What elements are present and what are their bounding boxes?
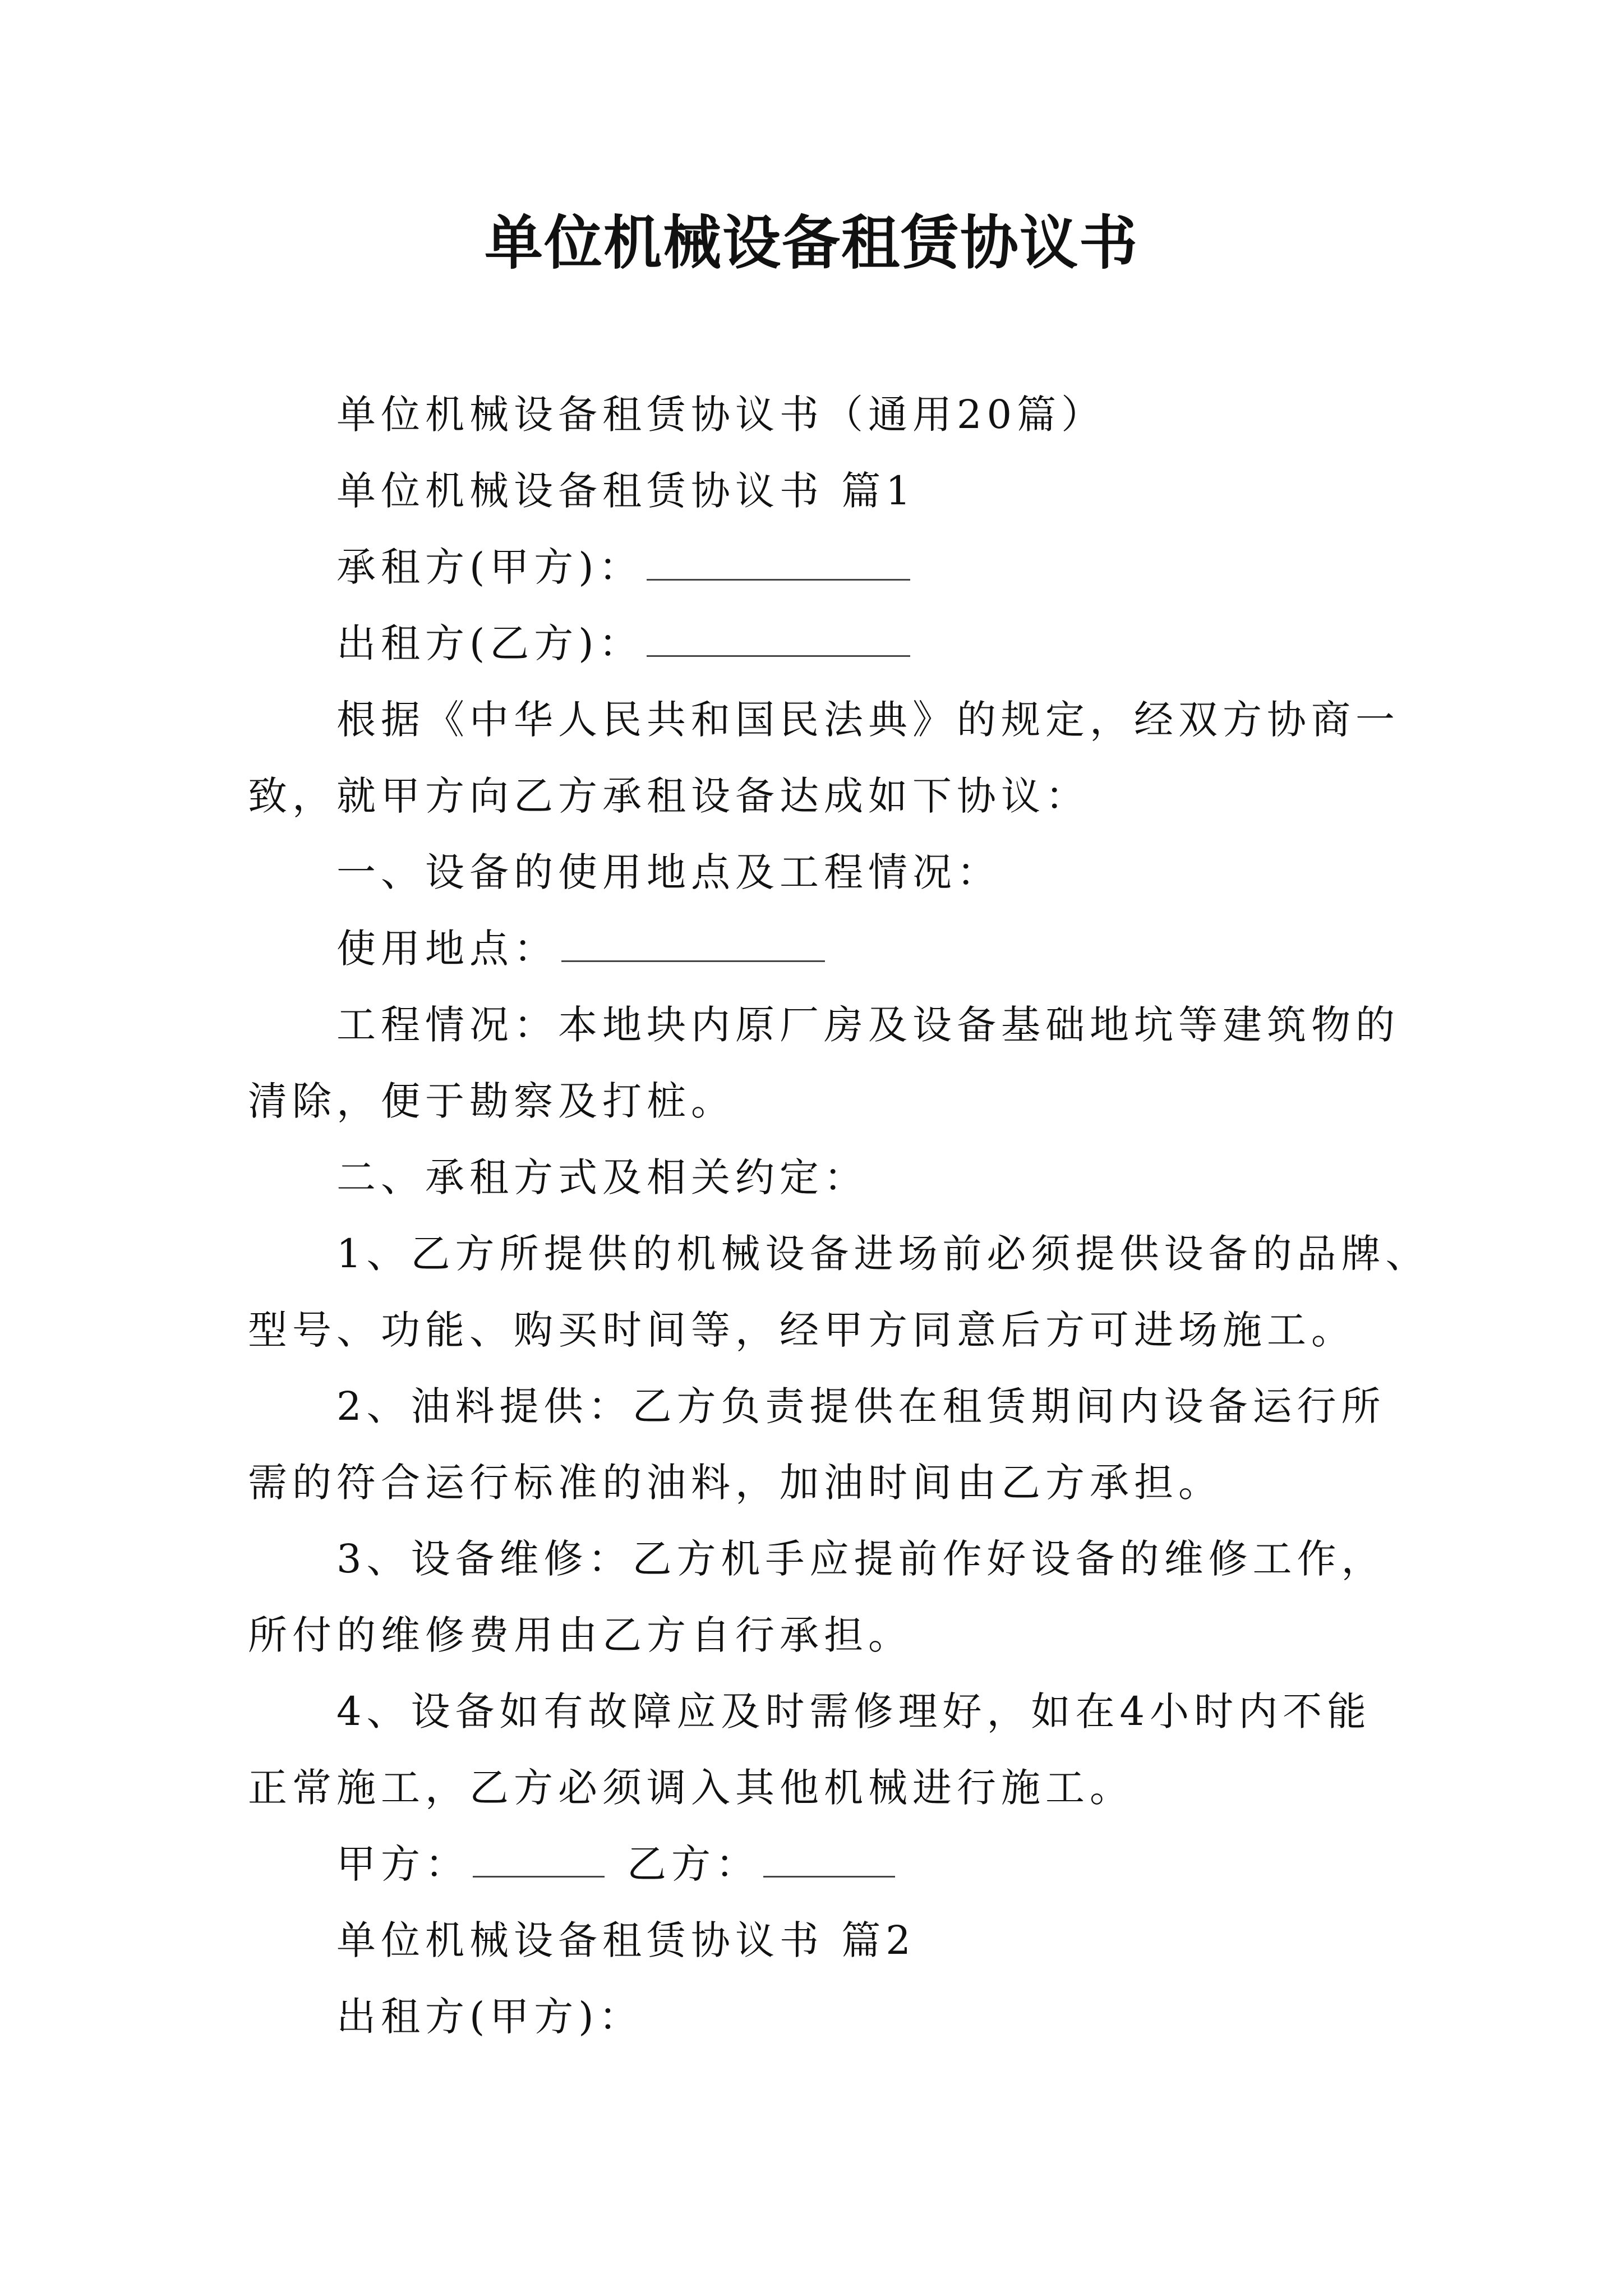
lessee-blank bbox=[647, 577, 910, 581]
location-label: 使用地点： bbox=[336, 926, 558, 972]
item-1-line: 型号、功能、购买时间等，经甲方同意后方可进场施工。 bbox=[248, 1307, 1355, 1353]
item-3-line: 所付的维修费用由乙方自行承担。 bbox=[248, 1612, 912, 1658]
party-a-sign-label: 甲方： bbox=[336, 1841, 469, 1887]
item-4-line: 4、设备如有故障应及时需修理好，如在4小时内不能 bbox=[336, 1688, 1372, 1734]
item-1-line: 1、乙方所提供的机械设备进场前必须提供设备的品牌、 bbox=[336, 1231, 1430, 1277]
item-3-line: 3、设备维修：乙方机手应提前作好设备的维修工作， bbox=[336, 1536, 1386, 1582]
party-a-sign-blank bbox=[473, 1874, 605, 1878]
document-subtitle: 单位机械设备租赁协议书（通用20篇） bbox=[336, 392, 1106, 438]
party-b-sign-blank bbox=[763, 1874, 895, 1878]
item-2-line: 需的符合运行标准的油料，加油时间由乙方承担。 bbox=[248, 1460, 1223, 1506]
signature-line bbox=[0, 1833, 1623, 1895]
lessor-label: 出租方(乙方)： bbox=[336, 620, 643, 666]
party-b-sign-label: 乙方： bbox=[627, 1841, 760, 1887]
location-line bbox=[0, 918, 1623, 979]
clause-heading-1: 一、设备的使用地点及工程情况： bbox=[336, 849, 1001, 895]
section-2-lessor-label: 出租方(甲方)： bbox=[336, 1994, 643, 2040]
project-paragraph-line: 清除，便于勘察及打桩。 bbox=[248, 1078, 735, 1124]
lessee-line bbox=[0, 536, 1623, 598]
section-heading-1: 单位机械设备租赁协议书 篇1 bbox=[336, 468, 916, 514]
intro-paragraph-line: 致，就甲方向乙方承租设备达成如下协议： bbox=[248, 773, 1090, 819]
item-2-line: 2、油料提供：乙方负责提供在租赁期间内设备运行所 bbox=[336, 1383, 1386, 1429]
lessee-label: 承租方(甲方)： bbox=[336, 544, 643, 590]
project-paragraph-line: 工程情况：本地块内原厂房及设备基础地坑等建筑物的 bbox=[336, 1002, 1400, 1048]
intro-paragraph-line: 根据《中华人民共和国民法典》的规定，经双方协商一 bbox=[336, 697, 1400, 743]
section-heading-2: 单位机械设备租赁协议书 篇2 bbox=[336, 1917, 916, 1963]
location-blank bbox=[561, 958, 825, 962]
lessor-line bbox=[0, 613, 1623, 674]
lessor-blank bbox=[647, 653, 910, 657]
clause-heading-2: 二、承租方式及相关约定： bbox=[336, 1154, 868, 1200]
item-4-line: 正常施工，乙方必须调入其他机械进行施工。 bbox=[248, 1765, 1134, 1811]
document-title: 单位机械设备租赁协议书 bbox=[484, 208, 1138, 277]
